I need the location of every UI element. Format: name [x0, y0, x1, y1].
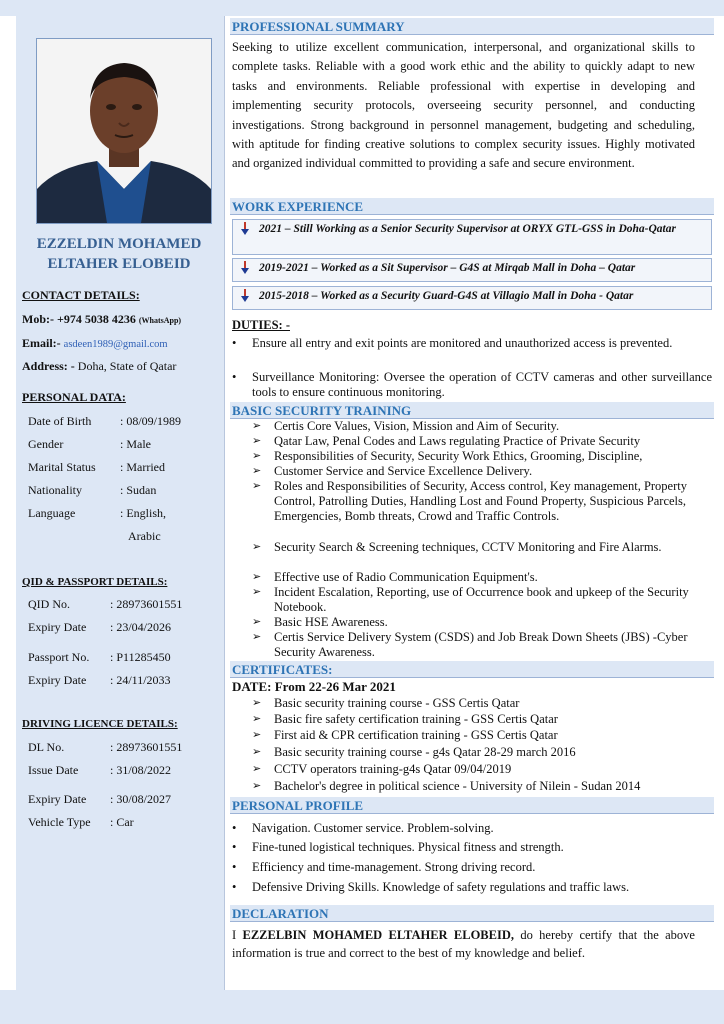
arrow-down-icon: [240, 261, 250, 275]
job-entry: 2019-2021 – Worked as a Sit Supervisor – G4S at Mirqab Mall in Doha – Qatar: [232, 258, 712, 282]
training-item: ➢ Incident Escalation, Reporting, use of Occurrence book and upkeep of the Security Notebook.: [252, 585, 689, 614]
qid-heading: QID & PASSPORT DETAILS:: [22, 576, 168, 588]
profile-heading: PERSONAL PROFILE: [230, 797, 714, 814]
declaration-heading: DECLARATION: [230, 905, 714, 922]
mobile-value: +974 5038 4236: [57, 312, 136, 326]
mobile-note: (WhatsApp): [138, 316, 182, 325]
certificate-item: ➢ CCTV operators training-g4s Qatar 09/04/2019: [252, 762, 512, 776]
contact-heading: CONTACT DETAILS:: [22, 288, 140, 302]
mobile-line: [22, 312, 181, 327]
arrow-down-icon: [240, 222, 250, 236]
duty-item: • Surveillance Monitoring: Oversee the operation of CCTV cameras and other surveillance tools to ensure continuous monitoring.: [232, 370, 712, 399]
address-value: Doha, State of Qatar: [77, 359, 177, 373]
training-item: ➢ Effective use of Radio Communication Equipment's.: [252, 570, 538, 584]
address-line: [22, 359, 176, 374]
mobile-label: Mob:-: [22, 312, 57, 326]
training-item: ➢ Roles and Responsibilities of Security, Access control, Key management, Property Control, Patrolling Duties, Handling Lost and Found Property, Suspicious Parcels, Emergencies, Bomb threats, Crowd and Traffic Controls.: [252, 479, 687, 523]
driving-heading: DRIVING LICENCE DETAILS:: [22, 718, 178, 730]
duty-item: • Ensure all entry and exit points are monitored and unauthorized access is prevented.: [232, 336, 673, 350]
training-item: ➢ Certis Core Values, Vision, Mission and Aim of Security.: [252, 419, 560, 433]
certificate-item: ➢ Bachelor's degree in political science - University of Nilein - Sudan 2014: [252, 779, 641, 793]
training-item: ➢ Basic HSE Awareness.: [252, 615, 388, 629]
sidebar: EZZELDIN MOHAMED ELTAHER ELOBEID CONTACT DETAILS: Mob:- +974 5038 4236 (WhatsApp) Email:- asdeen1989@gmail.com Address: - Doha, State of Qatar PERSONAL DATA: Date of Birth : 08/09/1989 Gender : Male Marital Status : Married Nationality : Sudan Language : English, Arabic QID & PASSPORT DETAILS: QID No. : 28973601551 Expiry Date : 23/04/2026 Passport No. : P11285450 Expiry Date : 24/11/2033 DRIVING LICENCE DETAILS: DL No. : 28973601551 Issue Date : 31/08/2022 Expiry Date : 30/08/2027 Vehicle Type : Car: [16, 16, 225, 990]
bottom-band: [0, 990, 724, 1024]
profile-photo: [36, 38, 212, 224]
profile-item: • Efficiency and time-management. Strong driving record.: [232, 860, 536, 874]
profile-item: • Fine-tuned logistical techniques. Physical fitness and strength.: [232, 840, 564, 854]
profile-item: • Navigation. Customer service. Problem-solving.: [232, 821, 494, 835]
address-label: Address: -: [22, 359, 78, 373]
duties-heading: DUTIES: -: [232, 318, 290, 332]
summary-heading: PROFESSIONAL SUMMARY: [230, 18, 714, 35]
personal-heading: PERSONAL DATA:: [22, 390, 126, 404]
portrait-image: [37, 39, 211, 223]
certificates-heading: CERTIFICATES:: [230, 661, 714, 678]
training-item: ➢ Customer Service and Service Excellence Delivery.: [252, 464, 533, 478]
certificate-item: ➢ First aid & CPR certification training - GSS Certis Qatar: [252, 728, 558, 742]
training-item: ➢ Certis Service Delivery System (CSDS) and Job Break Down Sheets (JBS) -Cyber Security Awareness.: [252, 630, 688, 659]
certificate-item: ➢ Basic security training course - g4s Qatar 28-29 march 2016: [252, 745, 576, 759]
email-line: [22, 336, 168, 351]
declarant-name: EZZELBIN MOHAMED ELTAHER ELOBEID,: [242, 928, 514, 942]
arrow-down-icon: [240, 289, 250, 303]
work-heading: WORK EXPERIENCE: [230, 198, 714, 215]
certificate-item: ➢ Basic security training course - GSS Certis Qatar: [252, 696, 520, 710]
summary-text: Seeking to utilize excellent communication, interpersonal, and organizational skills to complete tasks. Reliable with a good work ethic and the ability to quickly adapt to new tasks and environments. Reliable professional with expertise in developing and implementing security protocols, overseeing security personnel, and conducting investigations. Strong background in personnel management, budgeting and scheduling, with aptitude for finding creative solutions to complex security issues. Highly motivated and organized individual committed to providing a safe and secure environment.: [232, 40, 695, 171]
top-band: [0, 0, 724, 16]
training-item: ➢ Responsibilities of Security, Security Work Ethics, Grooming, Discipline,: [252, 449, 643, 463]
certificate-item: ➢ Basic fire safety certification training - GSS Certis Qatar: [252, 712, 558, 726]
job-entry: 2021 – Still Working as a Senior Security Supervisor at ORYX GTL-GSS in Doha-Qatar: [232, 219, 712, 255]
certificates-date: DATE: From 22-26 Mar 2021: [232, 679, 396, 694]
candidate-name: [20, 234, 218, 274]
training-item: ➢ Security Search & Screening techniques, CCTV Monitoring and Fire Alarms.: [252, 540, 662, 554]
profile-item: • Defensive Driving Skills. Knowledge of safety regulations and traffic laws.: [232, 880, 630, 894]
training-item: ➢ Qatar Law, Penal Codes and Laws regulating Practice of Private Security: [252, 434, 641, 448]
email-label: Email:-: [22, 336, 64, 350]
language-extra: Arabic: [128, 529, 161, 543]
email-link[interactable]: asdeen1989@gmail.com: [63, 339, 168, 350]
declaration-text: I EZZELBIN MOHAMED ELTAHER ELOBEID, do hereby certify that the above information is true and correct to the best of my knowledge and belief.: [232, 928, 695, 960]
job-entry: 2015-2018 – Worked as a Security Guard-G4S at Villagio Mall in Doha - Qatar: [232, 286, 712, 310]
name-line-2: ELTAHER ELOBEID: [47, 256, 191, 272]
name-line-1: EZZELDIN MOHAMED: [36, 236, 202, 252]
training-heading: BASIC SECURITY TRAINING: [230, 402, 714, 419]
